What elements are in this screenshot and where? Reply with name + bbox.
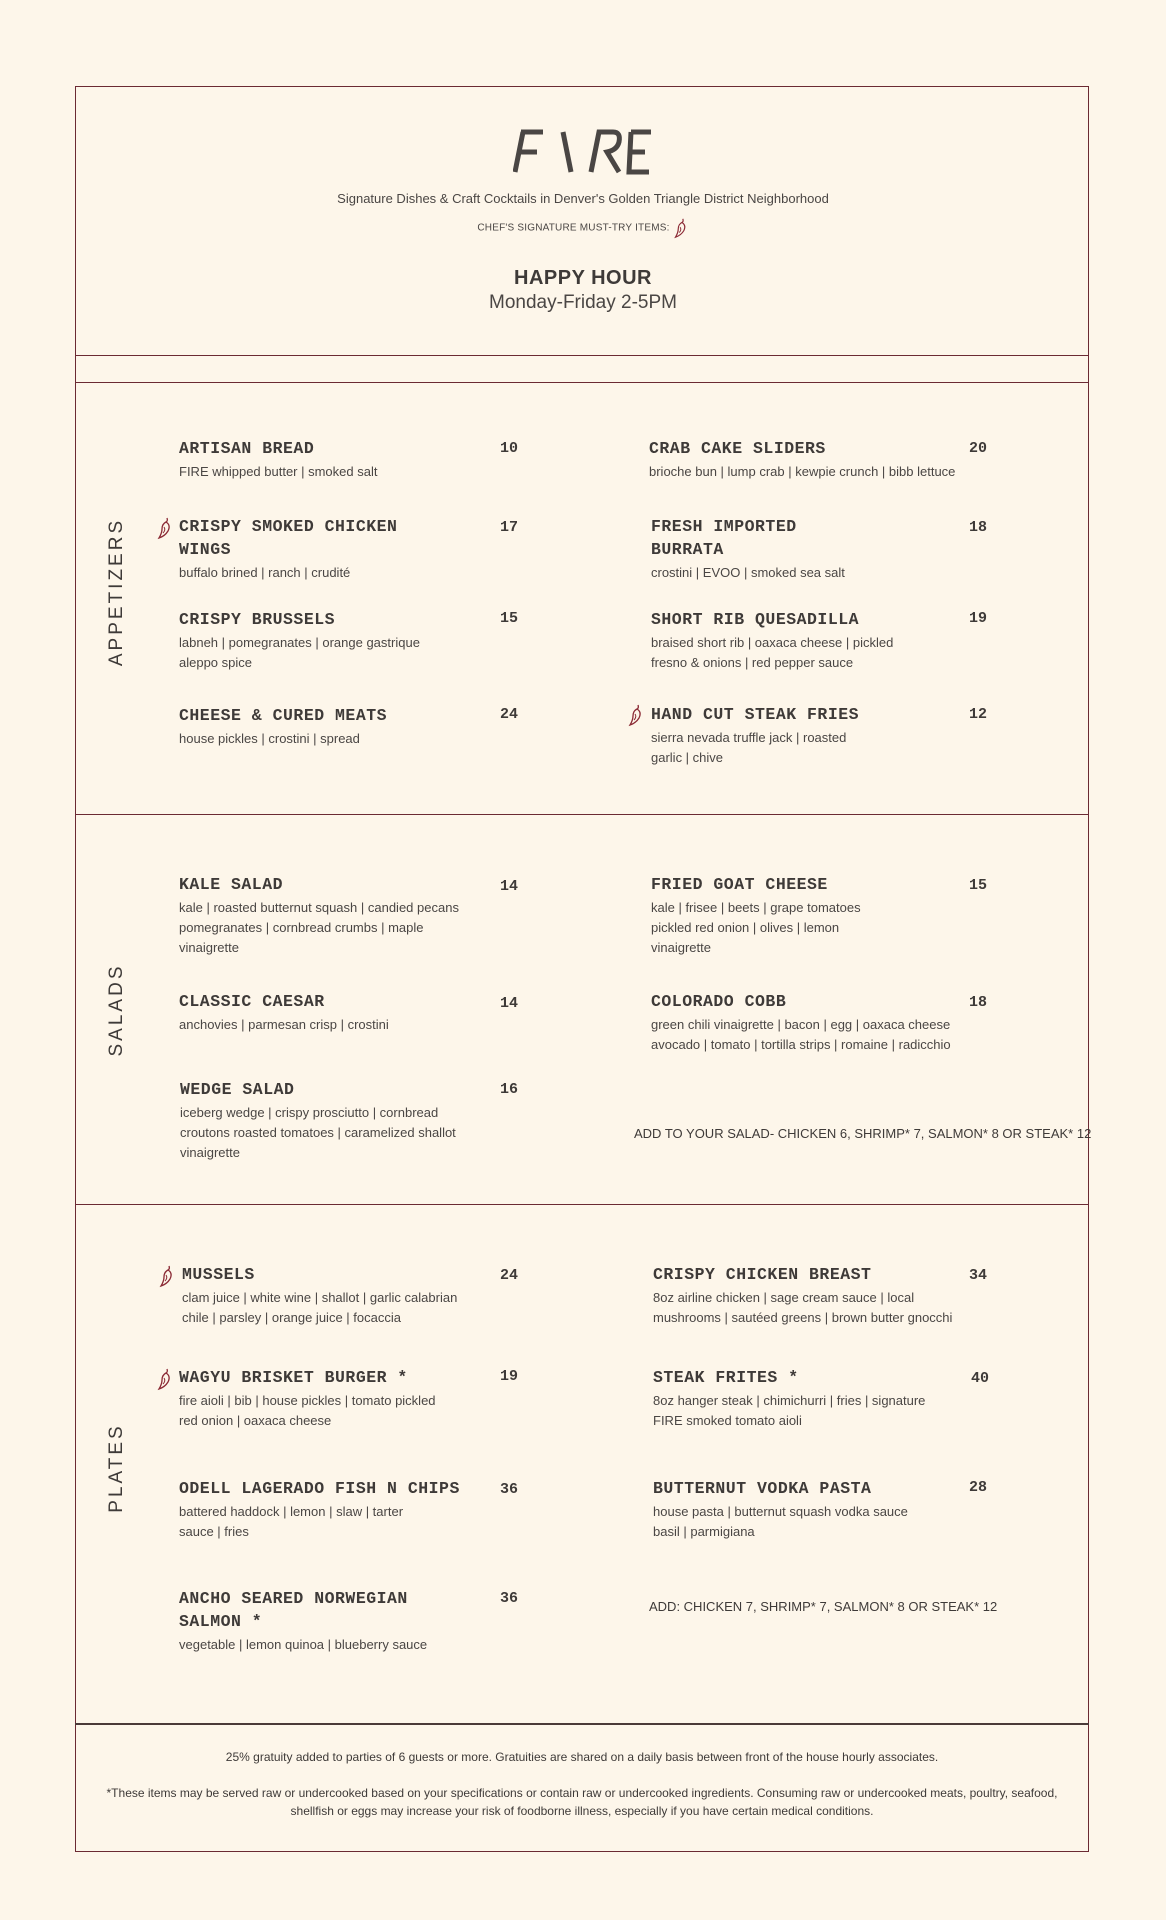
chili-pepper-icon — [159, 1264, 175, 1288]
chili-pepper-icon — [157, 1367, 173, 1391]
menu-item-fried-goat-cheese — [651, 873, 881, 958]
divider-top — [75, 382, 1089, 383]
fire-logo-mark — [513, 128, 653, 176]
item-name: CRISPY BRUSSELS — [179, 610, 336, 629]
item-name: KALE SALAD — [179, 875, 284, 894]
happy-hour-time: Monday-Friday 2-5PM — [489, 292, 677, 313]
menu-item-butternut-vodka-pasta — [653, 1477, 953, 1542]
tagline: Signature Dishes & Craft Cocktails in Denver's Golden Triangle District Neighborhood — [337, 191, 829, 206]
fire-logo — [0, 128, 1166, 181]
section-label-appetizers: APPETIZERS — [106, 517, 127, 667]
menu-item-wagyu-brisket-burger — [179, 1366, 479, 1431]
item-desc: battered haddock | lemon | slaw | tarter sauce | fries — [179, 1504, 404, 1539]
section-label-plates: PLATES — [106, 1423, 127, 1513]
item-price: 12 — [969, 706, 988, 723]
must-try-label: CHEF'S SIGNATURE MUST-TRY ITEMS: — [477, 222, 670, 234]
item-name: WAGYU BRISKET BURGER * — [179, 1368, 408, 1387]
item-name: COLORADO COBB — [651, 992, 787, 1011]
menu-item-kale-salad — [179, 873, 479, 958]
item-name: CRAB CAKE SLIDERS — [649, 439, 826, 458]
chili-pepper-icon — [673, 217, 689, 239]
item-name: CHEESE & CURED MEATS — [179, 706, 388, 725]
item-price: 14 — [500, 995, 519, 1012]
item-name: ARTISAN BREAD — [179, 439, 315, 458]
item-desc: kale | frisee | beets | grape tomatoes pickled red onion | olives | lemon vinaigrette — [651, 900, 861, 955]
item-name: CRISPY SMOKED CHICKEN WINGS — [179, 517, 398, 559]
menu-item-crispy-brussels — [179, 608, 429, 673]
menu-item-mussels — [182, 1263, 482, 1328]
item-desc: braised short rib | oaxaca cheese | pickled fresno & onions | red pepper sauce — [651, 635, 894, 670]
item-name: CLASSIC CAESAR — [179, 992, 325, 1011]
menu-item-short-rib-quesadilla — [651, 608, 901, 673]
item-desc: FIRE whipped butter | smoked salt — [179, 464, 378, 479]
happy-hour-title: HAPPY HOUR — [514, 267, 652, 289]
gratuity-note: 25% gratuity added to parties of 6 guests or more. Gratuities are shared on a daily basis between front of the house hourly associates. — [225, 1750, 939, 1764]
item-price: 19 — [500, 1368, 519, 1385]
raw-food-disclaimer: *These items may be served raw or undercooked based on your specifications or contain raw or undercooked ingredients. Consuming raw or undercooked meats, poultry, seafood, shellfish or eggs may increase your risk of foodborne illness, especially if you have certain medical conditions. — [106, 1786, 1058, 1818]
item-price: 15 — [500, 610, 519, 627]
item-desc: house pasta | butternut squash vodka sauce basil | parmigiana — [653, 1504, 908, 1539]
item-price: 18 — [969, 994, 988, 1011]
item-desc: anchovies | parmesan crisp | crostini — [179, 1017, 389, 1032]
item-desc: labneh | pomegranates | orange gastrique aleppo spice — [179, 635, 420, 670]
item-name: WEDGE SALAD — [180, 1080, 295, 1099]
item-price: 10 — [500, 440, 519, 457]
item-desc: green chili vinaigrette | bacon | egg | oaxaca cheese avocado | tomato | tortilla strips | romaine | radicchio — [651, 1017, 951, 1052]
item-desc: fire aioli | bib | house pickles | tomato pickled red onion | oaxaca cheese — [179, 1393, 436, 1428]
item-name: FRESH IMPORTED BURRATA — [651, 517, 797, 559]
menu-item-ancho-seared-norwegian-salmon — [179, 1587, 439, 1655]
menu-item-artisan-bread — [179, 437, 509, 482]
item-desc: house pickles | crostini | spread — [179, 731, 360, 746]
item-name: ANCHO SEARED NORWEGIAN SALMON * — [179, 1589, 408, 1631]
section-label-salads: SALADS — [106, 963, 127, 1057]
item-desc: vegetable | lemon quinoa | blueberry sauce — [179, 1637, 428, 1652]
item-desc: kale | roasted butternut squash | candied pecans pomegranates | cornbread crumbs | maple vinaigrette — [179, 900, 459, 955]
must-try-row — [0, 217, 1166, 239]
salad-addon-note: ADD TO YOUR SALAD- CHICKEN 6, SHRIMP* 7, SALMON* 8 OR STEAK* 12 — [634, 1126, 1092, 1141]
item-name: BUTTERNUT VODKA PASTA — [653, 1479, 872, 1498]
item-name: SHORT RIB QUESADILLA — [651, 610, 860, 629]
item-price: 36 — [500, 1590, 519, 1607]
item-price: 24 — [500, 1267, 519, 1284]
item-name: STEAK FRITES * — [653, 1368, 799, 1387]
item-price: 34 — [969, 1267, 988, 1284]
item-desc: buffalo brined | ranch | crudité — [179, 565, 351, 580]
divider-header — [75, 355, 1089, 356]
menu-item-hand-cut-steak-fries — [651, 703, 871, 768]
item-price: 40 — [971, 1370, 990, 1387]
menu-item-cheese-cured-meats — [179, 704, 509, 749]
item-name: FRIED GOAT CHEESE — [651, 875, 828, 894]
item-price: 18 — [969, 519, 988, 536]
item-desc: 8oz hanger steak | chimichurri | fries | signature FIRE smoked tomato aioli — [653, 1393, 926, 1428]
item-price: 16 — [500, 1081, 519, 1098]
menu-item-steak-frites — [653, 1366, 953, 1431]
item-name: MUSSELS — [182, 1265, 255, 1284]
item-name: HAND CUT STEAK FRIES — [651, 705, 860, 724]
divider-appetizers — [75, 814, 1089, 815]
item-price: 19 — [969, 610, 988, 627]
item-price: 28 — [969, 1479, 988, 1496]
menu-item-crab-cake-sliders — [649, 437, 979, 482]
menu-item-colorado-cobb — [651, 990, 971, 1055]
divider-salads — [75, 1204, 1089, 1205]
item-price: 20 — [969, 440, 988, 457]
item-desc: 8oz airline chicken | sage cream sauce | local mushrooms | sautéed greens | brown butter gnocchi — [653, 1290, 953, 1325]
plates-addon-note: ADD: CHICKEN 7, SHRIMP* 7, SALMON* 8 OR STEAK* 12 — [649, 1599, 998, 1614]
divider-plates — [75, 1723, 1089, 1725]
item-desc: crostini | EVOO | smoked sea salt — [651, 565, 845, 580]
item-desc: brioche bun | lump crab | kewpie crunch | bibb lettuce — [649, 464, 956, 479]
menu-item-classic-caesar — [179, 990, 509, 1035]
item-price: 36 — [500, 1481, 519, 1498]
item-price: 14 — [500, 878, 519, 895]
menu-item-wedge-salad — [180, 1078, 500, 1163]
item-name: ODELL LAGERADO FISH N CHIPS — [179, 1479, 460, 1498]
menu-item-crispy-chicken-breast — [653, 1263, 963, 1328]
item-name: CRISPY CHICKEN BREAST — [653, 1265, 872, 1284]
logo-text — [653, 128, 654, 129]
item-price: 15 — [969, 877, 988, 894]
menu-item-odell-lagerado-fish-n-chips — [179, 1477, 479, 1542]
item-desc: iceberg wedge | crispy prosciutto | cornbread croutons roasted tomatoes | caramelized shallot vinaigrette — [180, 1105, 456, 1160]
menu-item-fresh-imported-burrata — [651, 515, 845, 583]
chili-pepper-icon — [628, 703, 644, 727]
chili-pepper-icon — [157, 516, 173, 540]
item-desc: sierra nevada truffle jack | roasted garlic | chive — [651, 730, 847, 765]
item-desc: clam juice | white wine | shallot | garlic calabrian chile | parsley | orange juice | focaccia — [182, 1290, 458, 1325]
menu-item-crispy-smoked-chicken-wings — [179, 515, 419, 583]
item-price: 24 — [500, 706, 519, 723]
item-price: 17 — [500, 519, 519, 536]
